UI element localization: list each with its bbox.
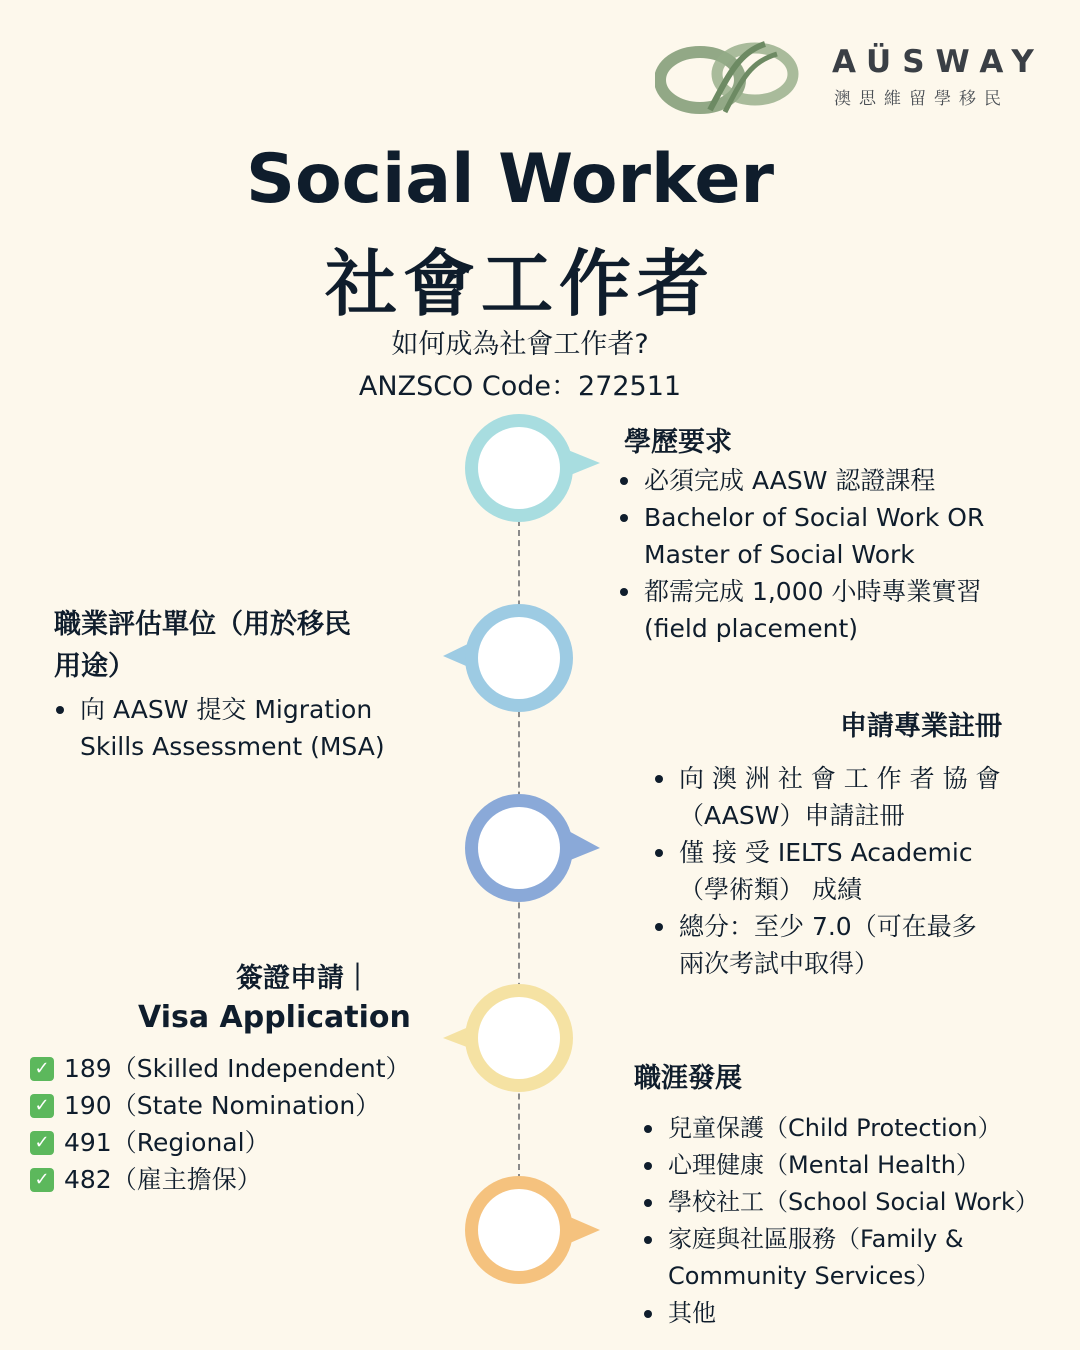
education-heading: 學歷要求 — [624, 427, 732, 458]
page-title-zh: 社會工作者 — [324, 242, 715, 326]
list-item: 兒童保護（Child Protection） — [642, 1110, 1039, 1147]
list-item: 向 澳 洲 社 會 工 作 者 協 會 （AASW）申請註冊 — [653, 760, 1001, 834]
page-subtitle: 如何成為社會工作者? — [391, 329, 649, 360]
visa-heading-en: Visa Application — [138, 1000, 411, 1035]
check-icon: ✓ — [30, 1131, 54, 1155]
list-item: ✓ 190（State Nomination） — [30, 1087, 411, 1124]
list-item: 都需完成 1,000 小時專業實習 (field placement) — [618, 573, 984, 647]
check-icon: ✓ — [30, 1094, 54, 1118]
page-title-en: Social Worker — [245, 140, 775, 219]
career-heading: 職涯發展 — [634, 1063, 742, 1094]
visa-list — [30, 1050, 411, 1198]
career-list — [642, 1110, 1039, 1332]
timeline-node-career — [463, 1170, 583, 1290]
timeline-node-registration — [463, 788, 583, 908]
list-item: 其他 — [642, 1295, 1039, 1332]
list-item: 學校社工（School Social Work） — [642, 1184, 1039, 1221]
list-item: 僅 接 受 IELTS Academic （學術類） 成績 — [653, 834, 1001, 908]
list-item: 心理健康（Mental Health） — [642, 1147, 1039, 1184]
anzsco-code: ANZSCO Code：272511 — [358, 371, 682, 402]
brand-logo-icon — [655, 32, 800, 122]
visa-heading-zh: 簽證申請｜ — [236, 963, 371, 994]
brand-subtitle: 澳思維留學移民 — [834, 89, 1009, 109]
brand-name: AÜSWAY — [832, 44, 1045, 80]
list-item: 必須完成 AASW 認證課程 — [618, 462, 984, 499]
education-list — [618, 462, 984, 647]
assessment-list — [54, 691, 385, 765]
list-item: 向 AASW 提交 Migration Skills Assessment (MSA) — [54, 691, 385, 765]
list-item: ✓ 189（Skilled Independent） — [30, 1050, 411, 1087]
assessment-heading: 職業評估單位（用於移民 用途） — [54, 609, 351, 682]
timeline-node-assessment — [440, 598, 560, 718]
check-icon: ✓ — [30, 1057, 54, 1081]
list-item: 總分：至少 7.0（可在最多 兩次考試中取得） — [653, 908, 1001, 982]
timeline-node-education — [463, 408, 583, 528]
timeline-node-visa — [440, 978, 560, 1098]
check-icon: ✓ — [30, 1168, 54, 1192]
registration-heading: 申請專業註冊 — [840, 711, 1002, 742]
list-item: ✓ 491（Regional） — [30, 1124, 411, 1161]
list-item: Bachelor of Social Work OR Master of Social Work — [618, 499, 984, 573]
list-item: 家庭與社區服務（Family & Community Services） — [642, 1221, 1039, 1295]
list-item: ✓ 482（雇主擔保） — [30, 1161, 411, 1198]
registration-list — [653, 760, 1001, 982]
